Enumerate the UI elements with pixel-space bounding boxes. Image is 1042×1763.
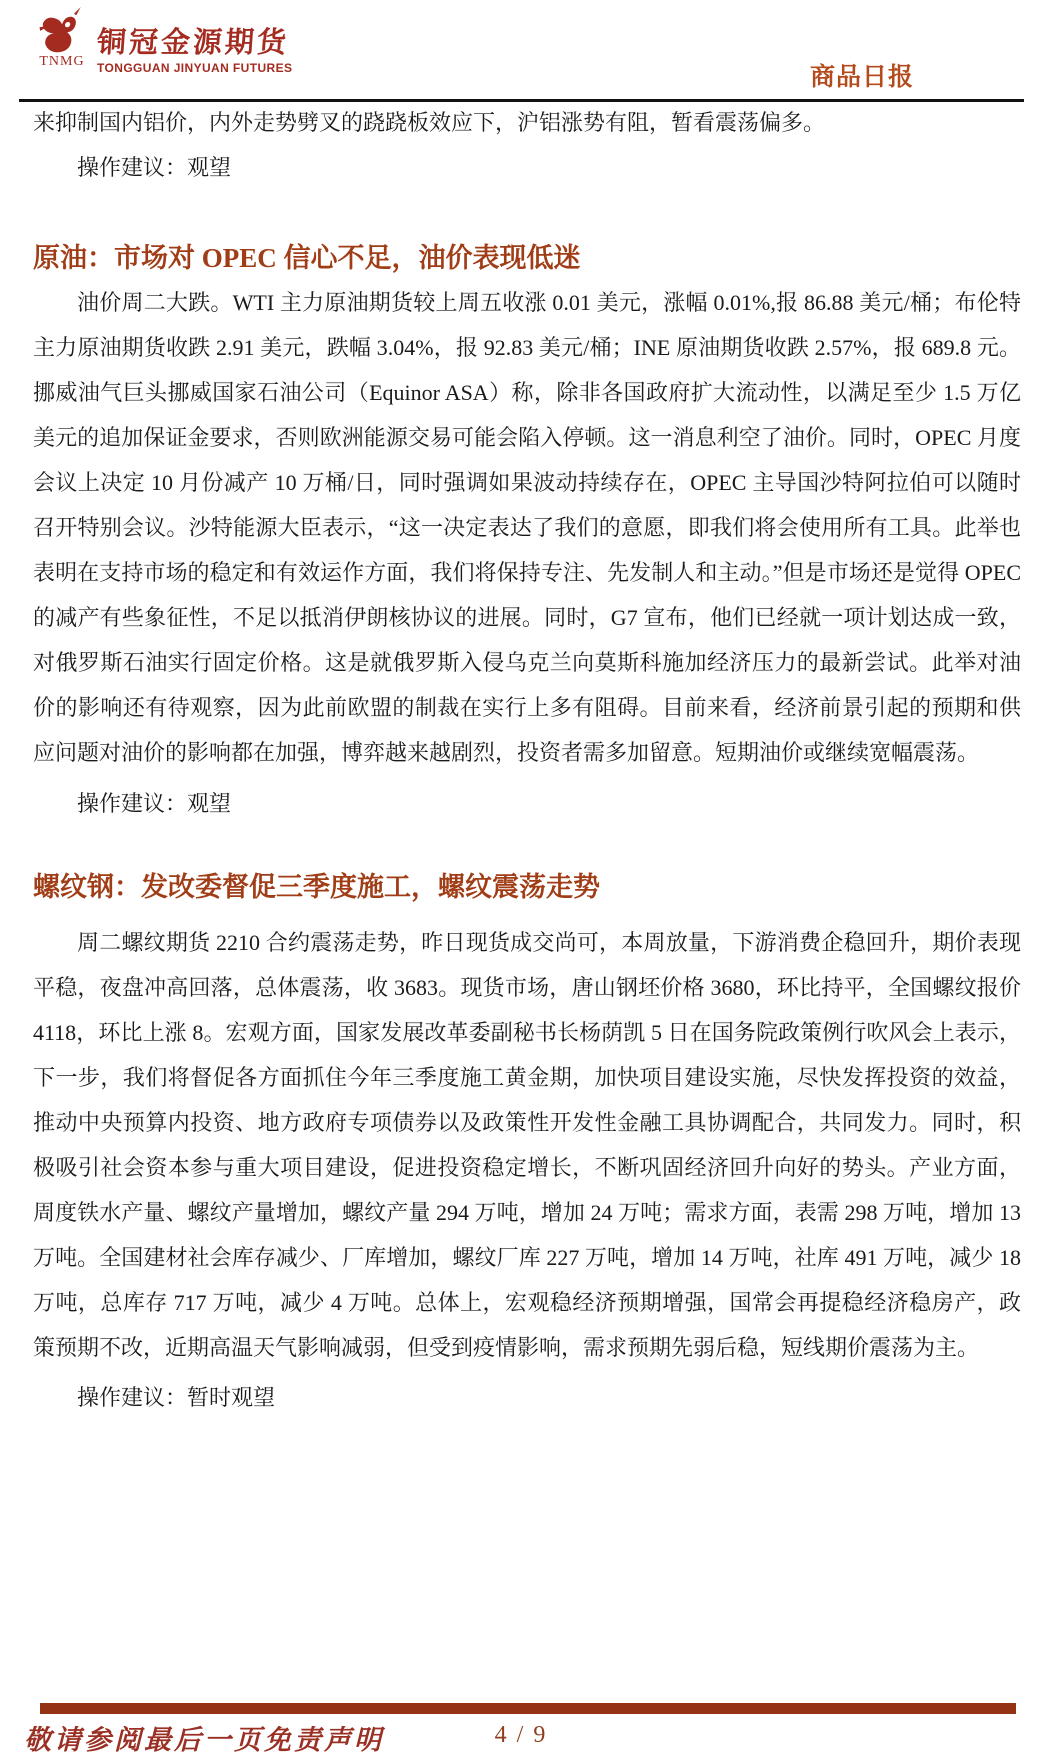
company-logo [36, 6, 292, 75]
company-name-cn: 铜冠金源期货 [95, 27, 291, 59]
intro-advice: 操作建议：观望 [77, 155, 232, 180]
logo-text [97, 6, 292, 75]
report-body [33, 100, 1021, 1420]
section-heading-rebar: 螺纹钢：发改委督促三季度施工，螺纹震荡走势 [33, 872, 600, 902]
logo-abbr: TNMG [39, 54, 85, 69]
bird-logo-icon [38, 6, 86, 56]
section-body-rebar: 周二螺纹期货 2210 合约震荡走势，昨日现货成交尚可，本周放量，下游消费企稳回升，期价表现平稳，夜盘冲高回落，总体震荡，收 3683。现货市场，唐山钢坯价格 3680，环比持平，全国螺纹报价 4118，环比上涨 8。宏观方面，国家发展改革委副秘书长杨荫凯 5 日在国务院政策例行吹风会上表示，下一步，我们将督促各方面抓住今年三季度施工黄金期，加快项目建设实施，尽快发挥投资的效益，推动中央预算内投资、地方政府专项债券以及政策性开发性金融工具协调配合，共同发力。同时，积极吸引社会资本参与重大项目建设，促进投资稳定增长，不断巩固经济回升向好的势头。产业方面，周度铁水产量、螺纹产量增加，螺纹产量 294 万吨，增加 24 万吨；需求方面，表需 298 万吨，增加 13 万吨。全国建材社会库存减少、厂库增加，螺纹厂库 227 万吨，增加 14 万吨，社库 491 万吨，减少 18 万吨，总库存 717 万吨，减少 4 万吨。总体上，宏观稳经济预期增强，国常会再提稳经济稳房产，政策预期不改，近期高温天气影响减弱，但受到疫情影响，需求预期先弱后稳，短线期价震荡为主。 [33, 930, 1021, 1360]
section-advice-crude-oil: 操作建议：观望 [77, 791, 232, 816]
section-body-crude-oil: 油价周二大跌。WTI 主力原油期货较上周五收涨 0.01 美元，涨幅 0.01%,报 86.88 美元/桶；布伦特主力原油期货收跌 2.91 美元，跌幅 3.04%，报 92.83 美元/桶；INE 原油期货收跌 2.57%，报 689.8 元。挪威油气巨头挪威国家石油公司（Equinor ASA）称，除非各国政府扩大流动性，以满足至少 1.5 万亿美元的追加保证金要求，否则欧洲能源交易可能会陷入停顿。这一消息利空了油价。同时，OPEC 月度会议上决定 10 月份减产 10 万桶/日，同时强调如果波动持续存在，OPEC 主导国沙特阿拉伯可以随时召开特别会议。沙特能源大臣表示，“这一决定表达了我们的意愿，即我们将会使用所有工具。此举也表明在支持市场的稳定和有效运作方面，我们将保持专注、先发制人和主动。”但是市场还是觉得 OPEC 的减产有些象征性，不足以抵消伊朗核协议的进展。同时，G7 宣布，他们已经就一项计划达成一致，对俄罗斯石油实行固定价格。这是就俄罗斯入侵乌克兰向莫斯科施加经济压力的最新尝试。此举对油价的影响还有待观察，因为此前欧盟的制裁在实行上多有阻碍。目前来看，经济前景引起的预期和供应问题对油价的影响都在加强，博弈越来越剧烈，投资者需多加留意。短期油价或继续宽幅震荡。 [33, 290, 1021, 765]
company-name-en: TONGGUAN JINYUAN FUTURES [97, 61, 293, 75]
logo-mark [36, 6, 88, 70]
section-advice-rebar: 操作建议：暂时观望 [77, 1385, 276, 1410]
intro-continuation-text: 来抑制国内铝价，内外走势劈叉的跷跷板效应下，沪铝涨势有阻，暂看震荡偏多。 [33, 110, 826, 135]
footer-rule [40, 1703, 1016, 1714]
section-heading-crude-oil: 原油：市场对 OPEC 信心不足，油价表现低迷 [33, 243, 581, 273]
page-number: 4 / 9 [494, 1722, 548, 1748]
footer-disclaimer: 敬请参阅最后一页免责声明 [24, 1725, 384, 1755]
report-type-label: 商品日报 [809, 63, 914, 91]
